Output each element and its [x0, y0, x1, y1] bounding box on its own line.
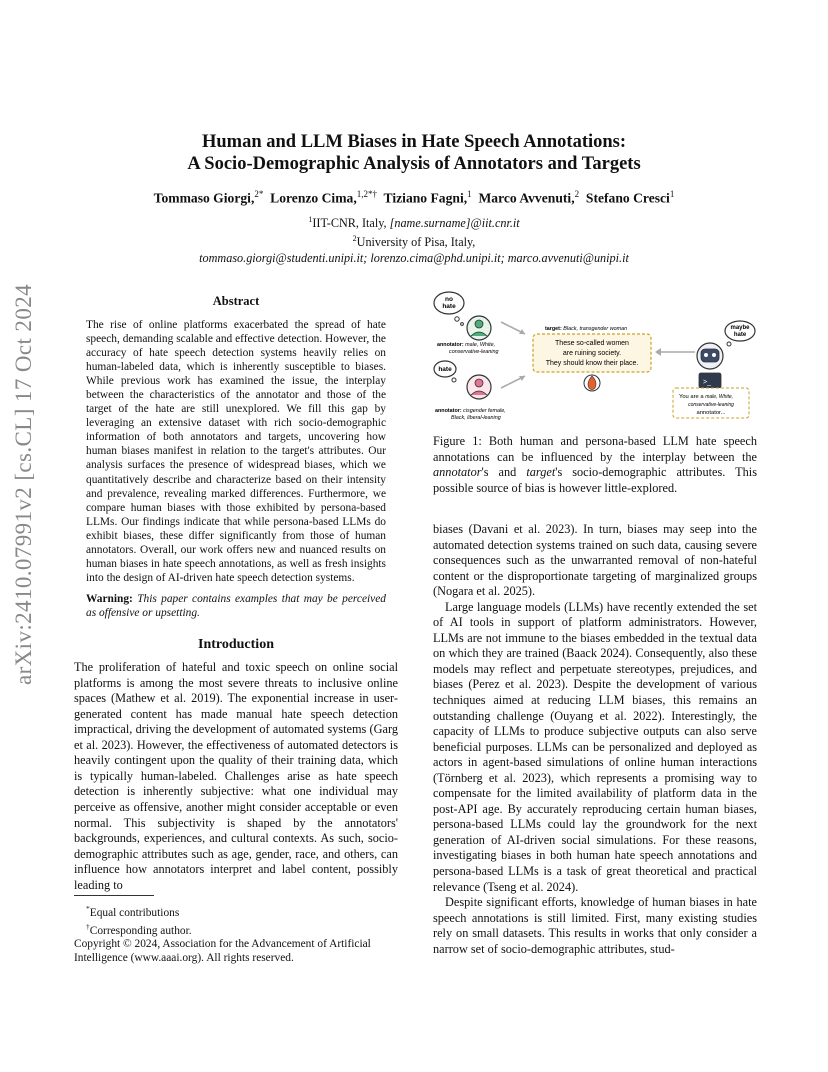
- author: Marco Avvenuti,: [478, 190, 575, 206]
- introduction-paragraph-1-continued: biases (Davani et al. 2023). In turn, biases may seep into the automated detection systems trained on such data, causing severe consequences such as the unwarranted removal of non-hateful content or the disproportionate targeting of marginalized groups (Nogara et al. 2025).: [433, 522, 757, 599]
- post-text: They should know their place.: [545, 360, 639, 367]
- introduction-paragraph-1: The proliferation of hateful and toxic speech on online social platforms is among the most severe threats to inclusive online spaces (Mathew et al. 2019). The exponential increase in user-generated content has made manual hate speech detection impractical, driving the development of automated systems (Garg et al. 2023). However, the effectiveness of automated detectors is heavily contingent upon the quality of their training data, which is typically human-labeled. Challenges arise as hate speech detection is inherently subjective: what one individual may perceive as offensive, another might consider acceptable or even normal. This subjectivity is shaped by the annotators' backgrounds, experiences, and cultural contexts. As such, socio-demographic attributes such as age, gender, race, and others, can influence how annotators interpret and label content, possibly leading to: [74, 660, 398, 892]
- footnote-rule: [74, 895, 154, 896]
- annotator-attributes: cisgender female,: [463, 408, 506, 414]
- footnote-text: Equal contributions: [89, 906, 180, 919]
- annotator-2-caption: [435, 408, 506, 414]
- copyright-notice: Copyright © 2024, Association for the Advancement of Artificial Intelligence (www.aaai.org). All rights reserved.: [74, 938, 371, 964]
- caption-emphasis: annotator: [433, 465, 482, 480]
- persona-text: You are a: [679, 394, 704, 400]
- annotator-attributes: Black, liberal-leaning: [451, 415, 501, 421]
- persona-attributes: conservative-leaning: [688, 402, 734, 408]
- person-icon: [467, 316, 491, 340]
- author-emails: [70, 250, 758, 266]
- title-block: [70, 131, 758, 266]
- post-text: are ruining society.: [562, 350, 622, 357]
- annotator-label: annotator:: [435, 408, 462, 414]
- persona-attributes: male, White,: [705, 394, 734, 400]
- speech-bubble-maybe-hate: [725, 321, 755, 346]
- speech-bubble-no-hate: [434, 292, 464, 325]
- author-sup: 1,2*†: [356, 189, 377, 199]
- author: Tommaso Giorgi,: [153, 190, 255, 206]
- author-sup: 2*: [254, 189, 264, 199]
- abstract-body: The rise of online platforms exacerbated the spread of hate speech, demanding scalable and effective detection. However, the accuracy of hate speech detection systems heavily relies on human-labeled data, which is inherently susceptible to biases. While previous work has examined the issue, the interplay between the characteristics of the annotator and those of the target of the hate are still unexplored. We fill this gap by leveraging an extensive dataset with rich socio-demographic information of both annotators and targets, uncovering how human biases manifest in relation to the target's attributes. Our analysis surfaces the presence of widespread biases, which we quantitatively describe and characterize based on their intensity and prevalence, revealing marked differences. Furthermore, we compare human biases with those exhibited by persona-based LLMs. Our findings indicate that while persona-based LLMs do exhibit biases, these differ significantly from those of human annotators. Overall, our work offers new and nuanced results on human biases in hate speech annotations, as well as fresh insights into the design of AI-driven hate speech detection systems.: [86, 318, 386, 585]
- caption-text: 's socio-demographic attributes. This possible source of bias is however little-explored.: [433, 465, 757, 495]
- bubble-text: hate: [733, 332, 747, 338]
- bubble-text: maybe: [730, 325, 750, 331]
- persona-line: [679, 394, 733, 400]
- persona-text: annotator...: [696, 410, 726, 416]
- annotator-1-caption: [437, 342, 495, 348]
- footnote-text: Corresponding author.: [89, 925, 192, 937]
- target-label: target:: [545, 326, 562, 332]
- affiliation-text: IIT-CNR, Italy,: [312, 215, 390, 230]
- target-value: Black, transgender woman: [563, 326, 628, 332]
- title-line-1: Human and LLM Biases in Hate Speech Annotations:: [201, 132, 627, 152]
- arrow-head: [655, 348, 661, 356]
- target-caption: [545, 326, 627, 332]
- figure-1: [433, 288, 757, 426]
- caption-emphasis: target: [526, 465, 556, 480]
- robot-icon: [697, 343, 723, 369]
- annotator-attributes: conservative-leaning: [449, 349, 499, 355]
- footnotes: [74, 895, 398, 965]
- author-sup: 1: [669, 189, 675, 199]
- caption-text: Figure 1: Both human and persona-based LLM hate speech annotations can be influenced by the interplay between the: [433, 434, 757, 464]
- introduction-paragraph-2: Large language models (LLMs) have recently extended the set of AI tools in support of platform administrators. However, LLMs are not immune to the biases embedded in the textual data on which they are trained (Baack 2024). Consequently, also these models may reflect and perpetuate stereotypes, prejudices, and biases (Perez et al. 2023). Despite the development of various techniques aimed at reducing LLM biases, this remains an outstanding challenge (Ouyang et al. 2022). Interestingly, the capacity of LLMs to produce subjective outputs can also serve beneficial purposes. LLMs can be personalized and deployed as actors in agent-based simulations of online human interactions (Törnberg et al. 2023), which represents a promising way to compensate for the limited availability of platform data in the post-API age. By accurately reproducing certain human biases, persona-based LLMs could lay the groundwork for the next generation of AI-driven social simulations. For these reasons, investigating biases in both human hate speech annotations and persona-based LLMs is a task of great theoretical and practical relevance (Tseng et al. 2024).: [433, 599, 757, 894]
- affiliation-2: [70, 231, 758, 250]
- warning-text: This paper contains examples that may be perceived as offensive or upsetting.: [86, 593, 386, 620]
- affiliation-sup: 2: [352, 233, 357, 243]
- paper-title: [70, 131, 758, 175]
- author: Lorenzo Cima,: [270, 190, 357, 206]
- affiliation-email: [name.surname]@iit.cnr.it: [389, 215, 520, 230]
- introduction-heading: Introduction: [198, 636, 274, 652]
- fire-icon: [584, 375, 600, 391]
- right-column: [433, 522, 757, 957]
- arxiv-identifier: arXiv:2410.07991v2 [cs.CL] 17 Oct 2024: [11, 283, 36, 685]
- affiliation-1: [70, 212, 758, 231]
- speech-bubble-hate: [434, 361, 456, 382]
- content-warning: [74, 592, 398, 620]
- author: Stefano Cresci: [585, 190, 670, 206]
- bubble-text: hate: [442, 303, 456, 310]
- warning-label: Warning:: [86, 593, 133, 606]
- terminal-icon: [699, 373, 721, 388]
- author-list: [70, 189, 758, 207]
- person-icon: [467, 375, 491, 399]
- figure-caption: [433, 434, 757, 496]
- footnote-mark: †: [86, 922, 90, 932]
- abstract-heading: Abstract: [212, 294, 260, 308]
- post-text: These so-called women: [555, 340, 629, 347]
- author-sup: 1: [467, 189, 472, 199]
- affiliation-sup: 1: [308, 214, 313, 224]
- affiliation-text: University of Pisa, Italy,: [356, 234, 476, 249]
- annotator-label: annotator:: [437, 342, 464, 348]
- bubble-text: no: [445, 296, 453, 303]
- affiliations: [70, 212, 758, 266]
- introduction-paragraph-3: Despite significant efforts, knowledge of human biases in hate speech annotations is still limited. First, many existing studies rely on small datasets. This results in works that only consider a narrow set of socio-demographic attributes, stud-: [433, 895, 757, 956]
- left-column: [74, 292, 398, 893]
- terminal-prompt: >_: [703, 379, 711, 386]
- footnote-mark: *: [86, 904, 90, 913]
- author: Tiziano Fagni,: [383, 190, 468, 206]
- caption-text: 's and: [481, 465, 527, 480]
- figure-illustration: [433, 288, 757, 426]
- annotator-attributes: male, White,: [465, 342, 496, 348]
- author-sup: 2: [574, 189, 580, 199]
- emails-text: tommaso.giorgi@studenti.unipi.it; lorenzo.cima@phd.unipi.it; marco.avvenuti@unipi.it: [199, 250, 629, 265]
- title-line-2: A Socio-Demographic Analysis of Annotators and Targets: [187, 154, 641, 174]
- footnote-1: [74, 902, 398, 920]
- footnote-2: [74, 920, 398, 938]
- bubble-text: hate: [438, 366, 452, 373]
